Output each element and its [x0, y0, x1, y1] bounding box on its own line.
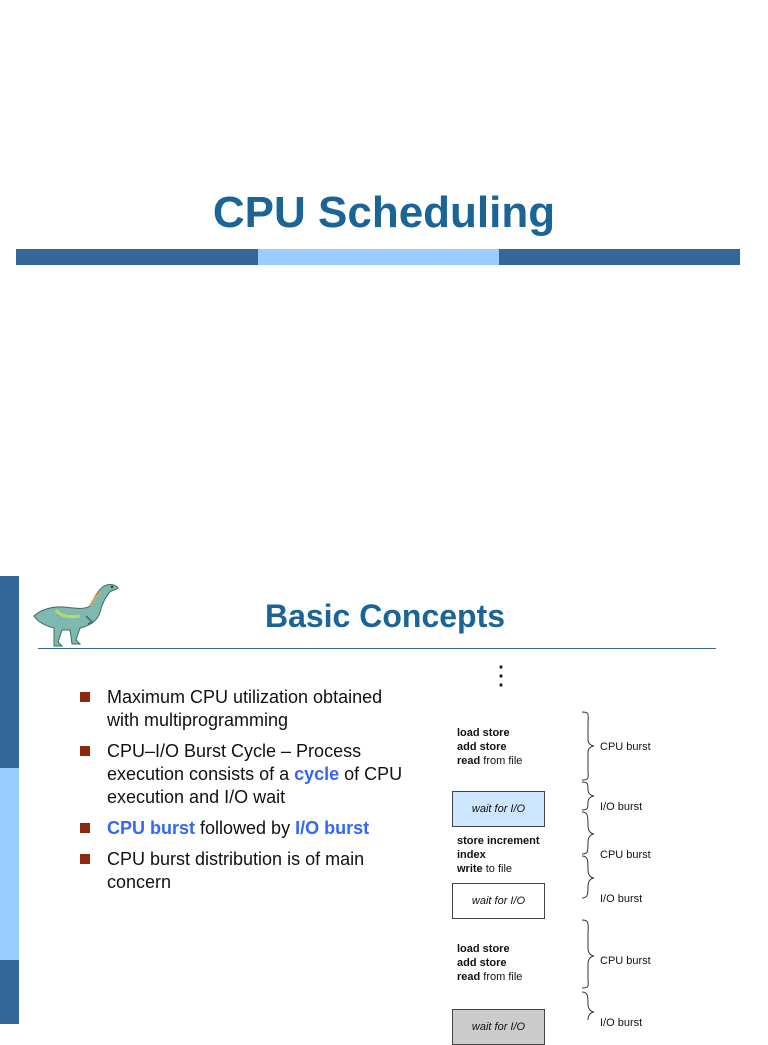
- side-strip-middle: [0, 768, 19, 960]
- bullet-item: CPU–I/O Burst Cycle – Process execution consists of a cycle of CPU execution and I/O wait: [78, 740, 418, 809]
- bullet-item: CPU burst distribution is of main concern: [78, 848, 418, 894]
- bullet-square-icon: [80, 854, 90, 864]
- bullet-square-icon: [80, 823, 90, 833]
- io-wait-box: wait for I/O: [452, 883, 545, 919]
- highlight-cycle: cycle: [294, 764, 340, 784]
- code-block: store increment index write to file: [457, 835, 540, 875]
- brace-lines: [580, 670, 600, 1024]
- slide-title: Basic Concepts: [264, 598, 506, 634]
- burst-label: CPU burst: [600, 955, 651, 967]
- slide-basic-concepts: [0, 560, 768, 1033]
- slide-title: CPU Scheduling: [212, 188, 556, 237]
- burst-label: CPU burst: [600, 849, 651, 861]
- highlight-cpu-burst: CPU burst: [107, 818, 196, 838]
- bullet-square-icon: [80, 692, 90, 702]
- title-bar-right: [499, 249, 740, 265]
- dinosaur-logo-icon: [26, 580, 122, 650]
- code-block: load store add store read from file: [457, 727, 523, 767]
- burst-label: I/O burst: [600, 1017, 643, 1029]
- burst-label: I/O burst: [600, 801, 643, 813]
- side-strip-bottom: [0, 960, 19, 1024]
- title-rule: [38, 648, 716, 649]
- ellipsis: ⋮: [488, 660, 514, 690]
- bullet-item: CPU burst followed by I/O burst: [78, 817, 418, 840]
- code-block: load store add store read from file: [457, 943, 523, 983]
- side-strip-top: [0, 576, 19, 768]
- title-bar-left: [16, 249, 258, 265]
- burst-label: CPU burst: [600, 741, 651, 753]
- bullet-item: Maximum CPU utilization obtained with multiprogramming: [78, 686, 418, 732]
- io-wait-box: wait for I/O: [452, 791, 545, 827]
- burst-label: I/O burst: [600, 893, 643, 905]
- burst-cycle-diagram: [440, 660, 760, 1033]
- title-bar-middle: [258, 249, 499, 265]
- io-wait-box: wait for I/O: [452, 1009, 545, 1045]
- bullet-list: [78, 686, 418, 902]
- highlight-io-burst: I/O burst: [295, 818, 370, 838]
- bullet-square-icon: [80, 746, 90, 756]
